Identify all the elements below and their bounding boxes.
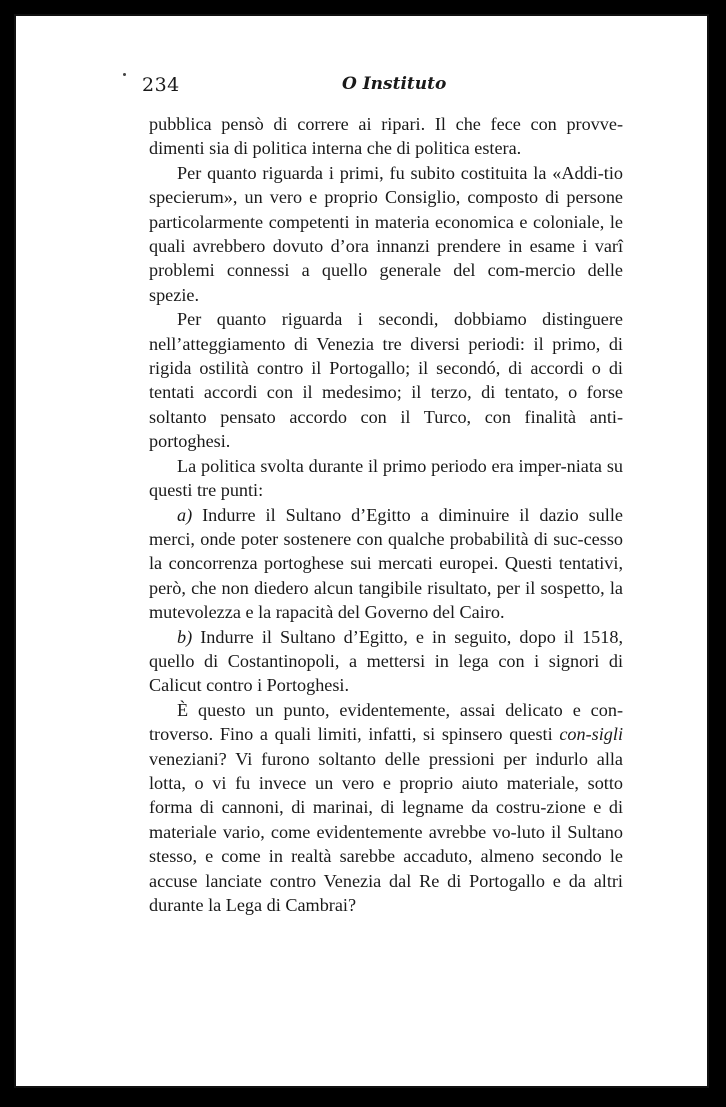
list-label: b) [177,626,193,647]
paragraph-continuation [149,112,623,161]
page-number: 234 [142,74,180,96]
paragraph-text: Per quanto riguarda i primi, fu subito costituita la «Addi-tio specierum», un vero e proprio Consiglio, composto di persone particolarmente competenti in materia economica e coloniale, le quali avrebbero dovuto d’ora innanzi prendere in esame i varî problemi connessi a quello generale del com-mercio delle spezie. [149,162,623,305]
paragraph-text: Per quanto riguarda i secondi, dobbiamo distinguere nell’atteggiamento di Venezia tre diversi periodi: il primo, di rigida ostilità contro il Portogallo; il secondó, di accordi o di tentati accordi con il medesimo; il terzo, di tentato, o forse soltanto pensato accordo con il Turco, con finalità anti-portoghesi. [149,309,623,452]
paragraph-addito-specierum [149,161,623,307]
paragraph-three-periods [149,307,623,453]
list-item-text: Indurre il Sultano d’Egitto a diminuire il dazio sulle merci, onde poter sostenere con qualche probabilità di suc-cesso la concorrenza portoghese sui mercati europei. Questi tentativi, però, che non diedero alcun tangibile risultato, per il sospetto, la mutevolezza e la rapacità del Governo del Cairo. [149,504,623,623]
paragraph-first-period [149,454,623,503]
paragraph-controversy [149,698,623,918]
paragraph-text: La politica svolta durante il primo periodo era imper-niata su questi tre punti: [149,455,623,501]
body-text [149,112,623,917]
emphasized-word: con-sigli [559,724,623,745]
page-header [16,74,707,104]
list-label: a) [177,504,193,525]
running-title: O Instituto [342,74,447,94]
paragraph-text: È questo un punto, evidentemente, assai delicato e con-troverso. Fino a quali limiti, infatti, si spinsero questi [149,699,623,745]
list-item-a [149,503,623,625]
list-item-b [149,625,623,698]
paragraph-text: pubblica pensò di correre ai ripari. Il che fece con provve-dimenti sia di politica interna che di politica estera. [149,114,623,159]
book-page [14,14,709,1088]
paragraph-text: veneziani? Vi furono soltanto delle pressioni per indurlo alla lotta, o vi fu invece un vero e proprio aiuto materiale, sotto forma di cannoni, di marinai, di legname da costru-zione e di materiale vario, come evidentemente avrebbe vo-luto il Sultano stesso, e come in realtà sarebbe accaduto, almeno secondo le accuse lanciate contro Venezia dal Re di Portogallo e da altri durante la Lega di Cambrai? [149,748,623,915]
list-item-text: Indurre il Sultano d’Egitto, e in seguito, dopo il 1518, quello di Costantinopoli, a mettersi in lega con i signori di Calicut contro i Portoghesi. [149,626,623,696]
